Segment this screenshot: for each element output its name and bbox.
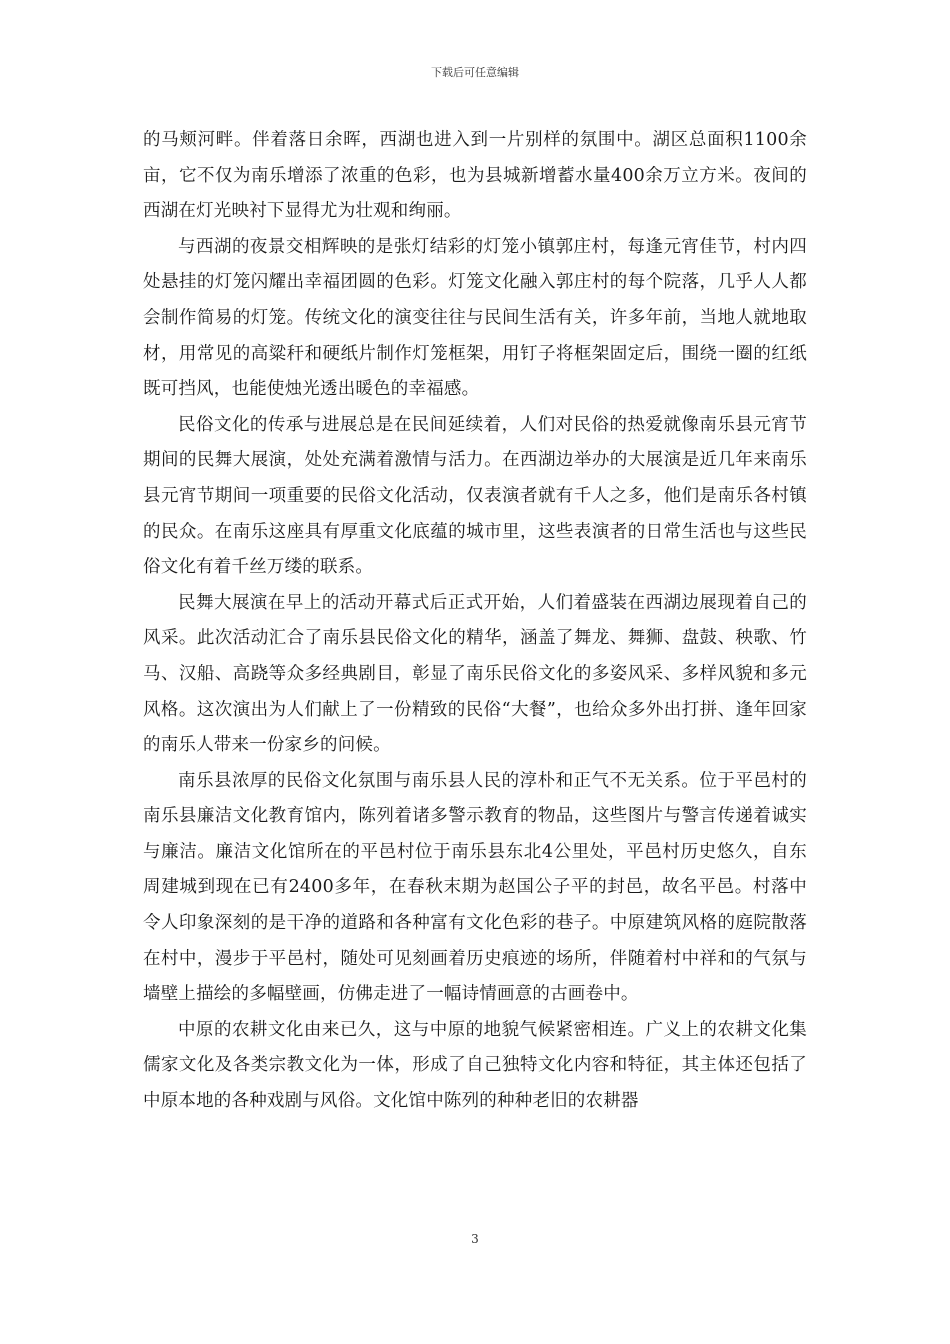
paragraph-2: 与西湖的夜景交相辉映的是张灯结彩的灯笼小镇郭庄村，每逢元宵佳节，村内四处悬挂的灯笼闪耀出幸福团圆的色彩。灯笼文化融入郭庄村的每个院落，几乎人人都会制作简易的灯笼。传统文化的演变往往与民间生活有关，许多年前，当地人就地取材，用常见的高粱秆和硬纸片制作灯笼框架，用钉子将框架固定后，围绕一圈的红纸既可挡风，也能使烛光透出暖色的幸福感。	[143, 236, 807, 400]
page-number: 3	[471, 1232, 479, 1246]
paragraph-3: 民俗文化的传承与进展总是在民间延续着，人们对民俗的热爱就像南乐县元宵节期间的民舞大展演，处处充满着激情与活力。在西湖边举办的大展演是近几年来南乐县元宵节期间一项重要的民俗文化活动，仅表演者就有千人之多，他们是南乐各村镇的民众。在南乐这座具有厚重文化底蕴的城市里，这些表演者的日常生活也与这些民俗文化有着千丝万缕的联系。	[143, 414, 807, 578]
page-header: 下载后可任意编辑	[431, 66, 519, 79]
paragraph-6: 中原的农耕文化由来已久，这与中原的地貌气候紧密相连。广义上的农耕文化集儒家文化及各类宗教文化为一体，形成了自己独特文化内容和特征，其主体还包括了中原本地的各种戏剧与风俗。文化馆中陈列的种种老旧的农耕器	[143, 1019, 807, 1112]
paragraph-5: 南乐县浓厚的民俗文化氛围与南乐县人民的淳朴和正气不无关系。位于平邑村的南乐县廉洁文化教育馆内，陈列着诸多警示教育的物品，这些图片与警言传递着诚实与廉洁。廉洁文化馆所在的平邑村位于南乐县东北4公里处，平邑村历史悠久，自东周建城到现在已有2400多年，在春秋末期为赵国公子平的封邑，故名平邑。村落中令人印象深刻的是干净的道路和各种富有文化色彩的巷子。中原建筑风格的庭院散落在村中，漫步于平邑村，随处可见刻画着历史痕迹的场所，伴随着村中祥和的气氛与墙壁上描绘的多幅壁画，仿佛走进了一幅诗情画意的古画卷中。	[143, 770, 807, 1005]
paragraph-4: 民舞大展演在早上的活动开幕式后正式开始，人们着盛装在西湖边展现着自己的风采。此次活动汇合了南乐县民俗文化的精华，涵盖了舞龙、舞狮、盘鼓、秧歌、竹马、汉船、高跷等众多经典剧目，彰显了南乐民俗文化的多姿风采、多样风貌和多元风格。这次演出为人们献上了一份精致的民俗“大餐”，也给众多外出打拼、逢年回家的南乐人带来一份家乡的问候。	[143, 592, 807, 756]
document-body	[143, 123, 807, 1120]
paragraph-1: 的马颊河畔。伴着落日余晖，西湖也进入到一片别样的氛围中。湖区总面积1100余亩，它不仅为南乐增添了浓重的色彩，也为县城新增蓄水量400余万立方米。夜间的西湖在灯光映衬下显得尤为壮观和绚丽。	[143, 130, 807, 222]
